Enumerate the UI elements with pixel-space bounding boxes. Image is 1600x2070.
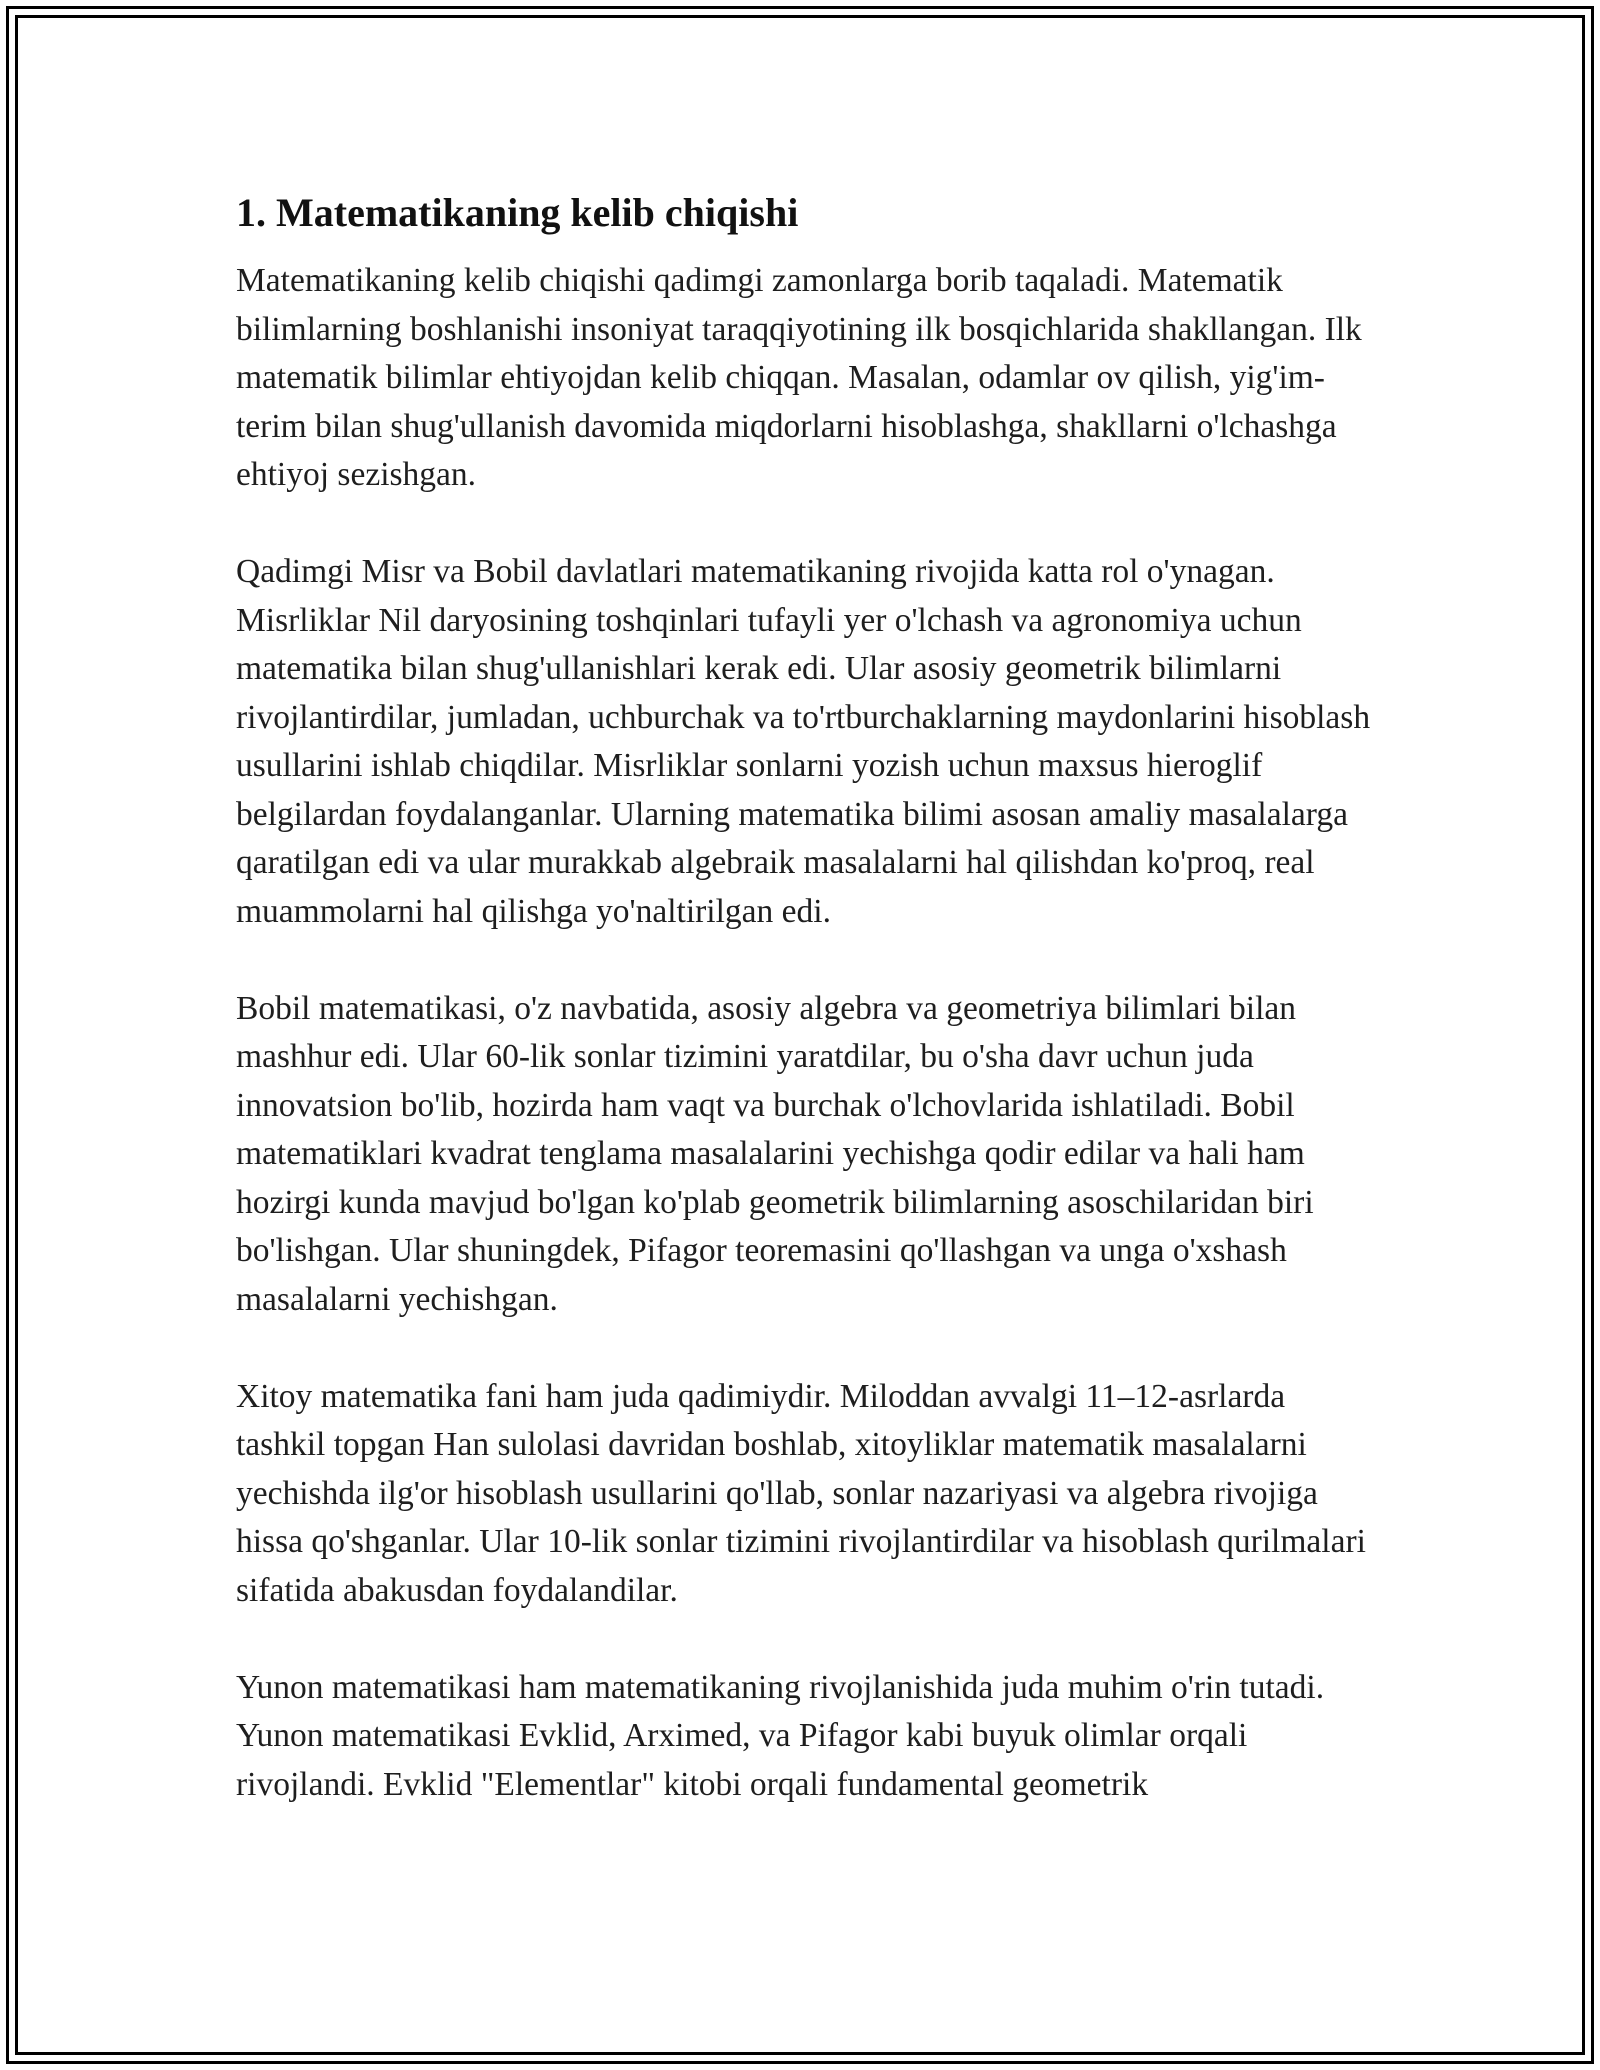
section-heading: 1. Matematikaning kelib chiqishi — [236, 190, 799, 235]
paragraph-chinese-math: Xitoy matematika fani ham juda qadimiydir. Miloddan avvalgi 11–12-asrlarda tashkil topgan Han sulolasi davridan boshlab, xitoyliklar matematik masalalarni yechishda ilg'or hisoblash usullarini qo'llab, sonlar nazariyasi va algebra rivojiga hissa qo'shganlar. Ular 10-lik sonlar tizimini rivojlantirdilar va hisoblash qurilmalari sifatida abakusdan foydalandilar. — [236, 1377, 1366, 1609]
paragraph-origins: Matematikaning kelib chiqishi qadimgi zamonlarga borib taqaladi. Matematik bilimlarning boshlanishi insoniyat taraqqiyotining ilk bosqichlarida shakllangan. Ilk matematik bilimlar ehtiyojdan kelib chiqqan. Masalan, odamlar ov qilish, yig'im-terim bilan shug'ullanish davomida miqdorlarni hisoblashga, shakllarni o'lchashga ehtiyoj sezishgan. — [236, 262, 1362, 493]
paragraph-egypt-babylon: Qadimgi Misr va Bobil davlatlari matematikaning rivojida katta rol o'ynagan. Misrliklar Nil daryosining toshqinlari tufayli yer o'lchash va agronomiya uchun matematika bilan shug'ullanishlari kerak edi. Ular asosiy geometrik bilimlarni rivojlantirdilar, jumladan, uchburchak va to'rtburchaklarning maydonlarini hisoblash usullarini ishlab chiqdilar. Misrliklar sonlarni yozish uchun maxsus hieroglif belgilardan foydalanganlar. Ularning matematika bilimi asosan amaliy masalalarga qaratilgan edi va ular murakkab algebraik masalalarni hal qilishdan ko'proq, real muammolarni hal qilishga yo'naltirilgan edi. — [236, 553, 1371, 930]
document-body — [236, 185, 1376, 1809]
paragraph-babylonian-math: Bobil matematikasi, o'z navbatida, asosiy algebra va geometriya bilimlari bilan mashhur edi. Ular 60-lik sonlar tizimini yaratdilar, bu o'sha davr uchun juda innovatsion bo'lib, hozirda ham vaqt va burchak o'lchovlarida ishlatiladi. Bobil matematiklari kvadrat tenglama masalalarini yechishga qodir edilar va hali ham hozirgi kunda mavjud bo'lgan ko'plab geometrik bilimlarning asoschilaridan biri bo'lishgan. Ular shuningdek, Pifagor teoremasini qo'llashgan va unga o'xshash masalalarni yechishgan. — [236, 989, 1314, 1318]
paragraph-greek-math: Yunon matematikasi ham matematikaning rivojlanishida juda muhim o'rin tutadi. Yunon matematikasi Evklid, Arximed, va Pifagor kabi buyuk olimlar orqali rivojlandi. Evklid "Elementlar" kitobi orqali fundamental geometrik — [236, 1668, 1325, 1803]
